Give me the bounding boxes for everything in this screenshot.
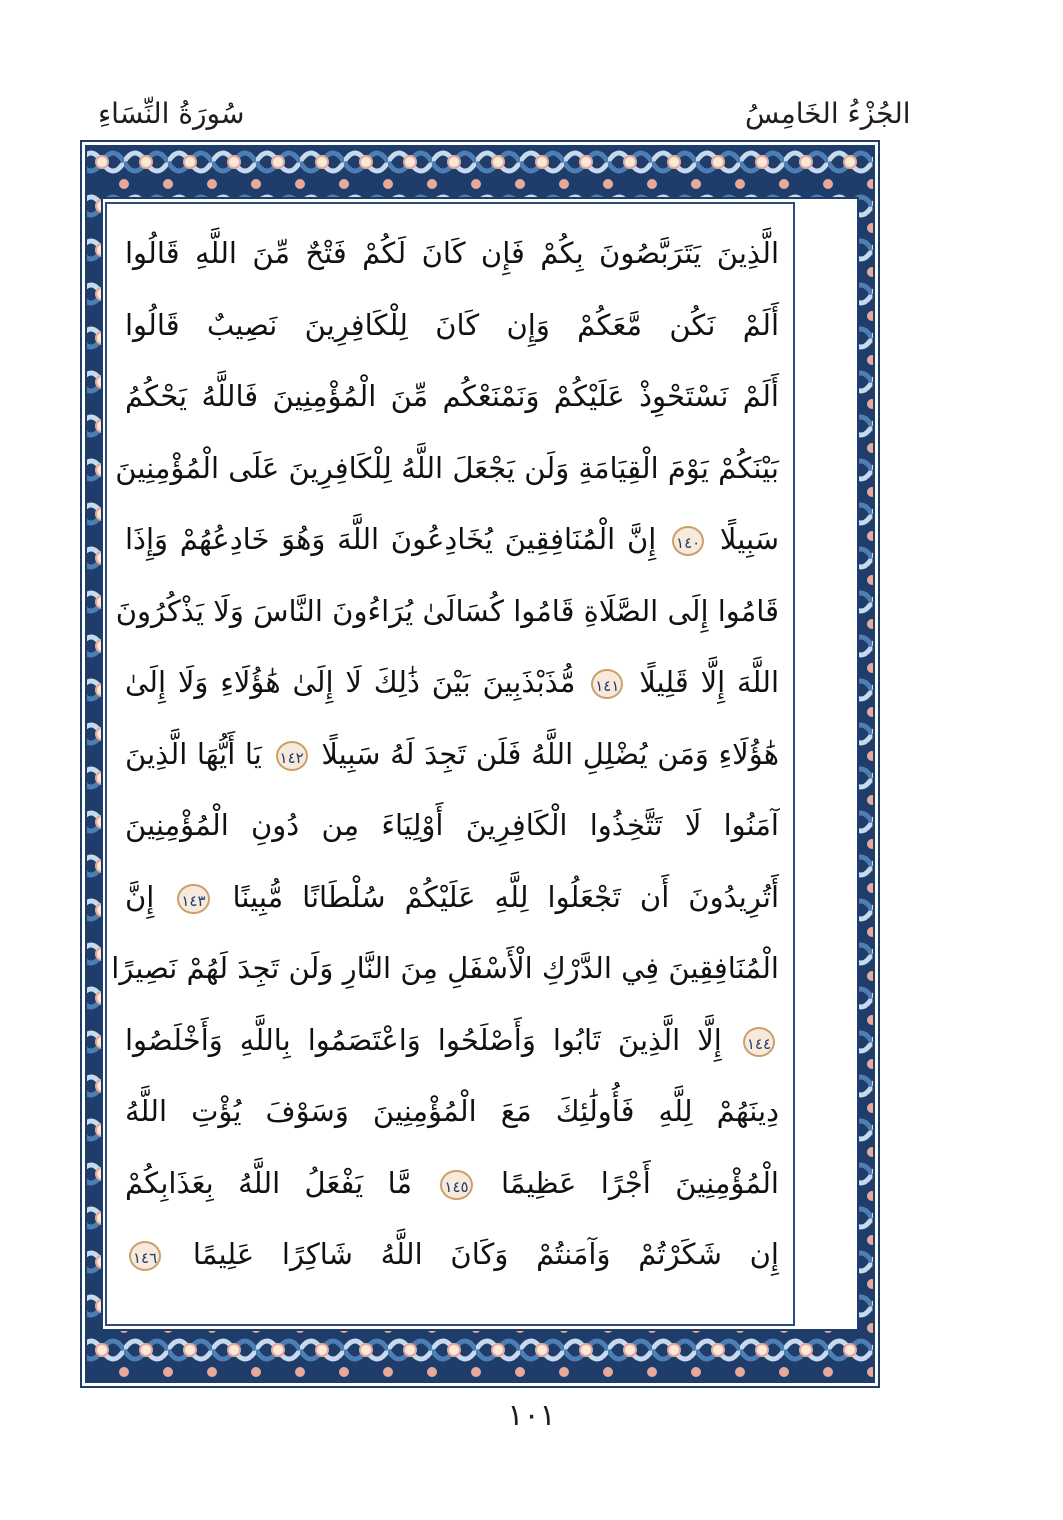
verse-text: الَّذِينَ يَتَرَبَّصُونَ بِكُمْ فَإِن كَانَ لَكُمْ فَتْحٌ مِّنَ اللَّهِ قَالُوا [125, 236, 779, 270]
verse-text: إِنَّ [125, 879, 155, 914]
verse-number-marker: ١٤١ [591, 669, 623, 699]
verse-number-marker: ١٤٦ [129, 1241, 161, 1271]
verse-number-marker: ١٤٠ [672, 526, 704, 556]
verse-number-marker: ١٤٤ [743, 1027, 775, 1057]
verse-line [107, 723, 797, 785]
verse-line [107, 1152, 797, 1214]
verse-text: أَلَمْ نَسْتَحْوِذْ عَلَيْكُمْ وَنَمْنَعْكُم مِّنَ الْمُؤْمِنِينَ فَاللَّهُ يَحْكُمُ [125, 379, 779, 413]
verse-line [107, 508, 797, 570]
verse-line [107, 651, 797, 713]
verse-text: إِن شَكَرْتُمْ وَآمَنتُمْ وَكَانَ اللَّهُ شَاكِرًا عَلِيمًا [192, 1237, 779, 1271]
verse-line [107, 222, 797, 284]
verse-number-marker: ١٤٣ [177, 884, 209, 914]
verse-line [107, 437, 797, 499]
verse-text: أَتُرِيدُونَ أَن تَجْعَلُوا لِلَّهِ عَلَيْكُمْ سُلْطَانًا مُّبِينًا [232, 879, 780, 914]
verse-text: إِلَّا الَّذِينَ تَابُوا وَأَصْلَحُوا وَاعْتَصَمُوا بِاللَّهِ وَأَخْلَصُوا [125, 1022, 722, 1057]
verse-text: أَلَمْ نَكُن مَّعَكُمْ وَإِن كَانَ لِلْكَافِرِينَ نَصِيبٌ قَالُوا [125, 307, 779, 342]
juz-name-header: الجُزْءُ الخَامِسُ [745, 97, 911, 130]
verse-text: يَا أَيُّهَا الَّذِينَ [125, 736, 262, 771]
page-number: ١٠١ [507, 1398, 556, 1433]
verse-line [107, 937, 797, 999]
verse-text: مَّا يَفْعَلُ اللَّهُ بِعَذَابِكُمْ [125, 1165, 413, 1200]
verse-line [107, 294, 797, 356]
verse-line [107, 580, 797, 642]
verse-line [107, 1080, 797, 1142]
verse-text: سَبِيلًا [719, 522, 779, 556]
verse-text: قَامُوا إِلَى الصَّلَاةِ قَامُوا كُسَالَىٰ يُرَاءُونَ النَّاسَ وَلَا يَذْكُرُونَ [115, 593, 779, 628]
verse-line [107, 866, 797, 928]
verse-text: مُّذَبْذَبِينَ بَيْنَ ذَٰلِكَ لَا إِلَىٰ هَٰؤُلَاءِ وَلَا إِلَىٰ [125, 665, 576, 699]
surah-name-header: سُورَةُ النِّسَاءِ [98, 97, 245, 130]
verse-line [107, 1223, 797, 1285]
verse-number-marker: ١٤٥ [440, 1170, 472, 1200]
verse-text: الْمُنَافِقِينَ فِي الدَّرْكِ الْأَسْفَلِ مِنَ النَّارِ وَلَن تَجِدَ لَهُمْ نَصِيرًا [111, 951, 779, 985]
verse-text: آمَنُوا لَا تَتَّخِذُوا الْكَافِرِينَ أَوْلِيَاءَ مِن دُونِ الْمُؤْمِنِينَ [125, 808, 779, 842]
verse-text-panel [105, 202, 795, 1326]
verse-line [107, 1009, 797, 1071]
verse-text: إِنَّ الْمُنَافِقِينَ يُخَادِعُونَ اللَّهَ وَهُوَ خَادِعُهُمْ وَإِذَا [125, 522, 657, 556]
verse-text: دِينَهُمْ لِلَّهِ فَأُولَٰئِكَ مَعَ الْمُؤْمِنِينَ وَسَوْفَ يُؤْتِ اللَّهُ [125, 1094, 779, 1128]
verse-text: بَيْنَكُمْ يَوْمَ الْقِيَامَةِ وَلَن يَجْعَلَ اللَّهُ لِلْكَافِرِينَ عَلَى الْمُؤْمِنِينَ [115, 450, 779, 485]
verse-number-marker: ١٤٢ [276, 741, 308, 771]
verse-text: الْمُؤْمِنِينَ أَجْرًا عَظِيمًا [500, 1165, 779, 1200]
verse-text: اللَّهَ إِلَّا قَلِيلًا [639, 665, 780, 699]
verse-line [107, 794, 797, 856]
verse-line [107, 365, 797, 427]
verse-text: هَٰؤُلَاءِ وَمَن يُضْلِلِ اللَّهُ فَلَن تَجِدَ لَهُ سَبِيلًا [321, 736, 779, 771]
